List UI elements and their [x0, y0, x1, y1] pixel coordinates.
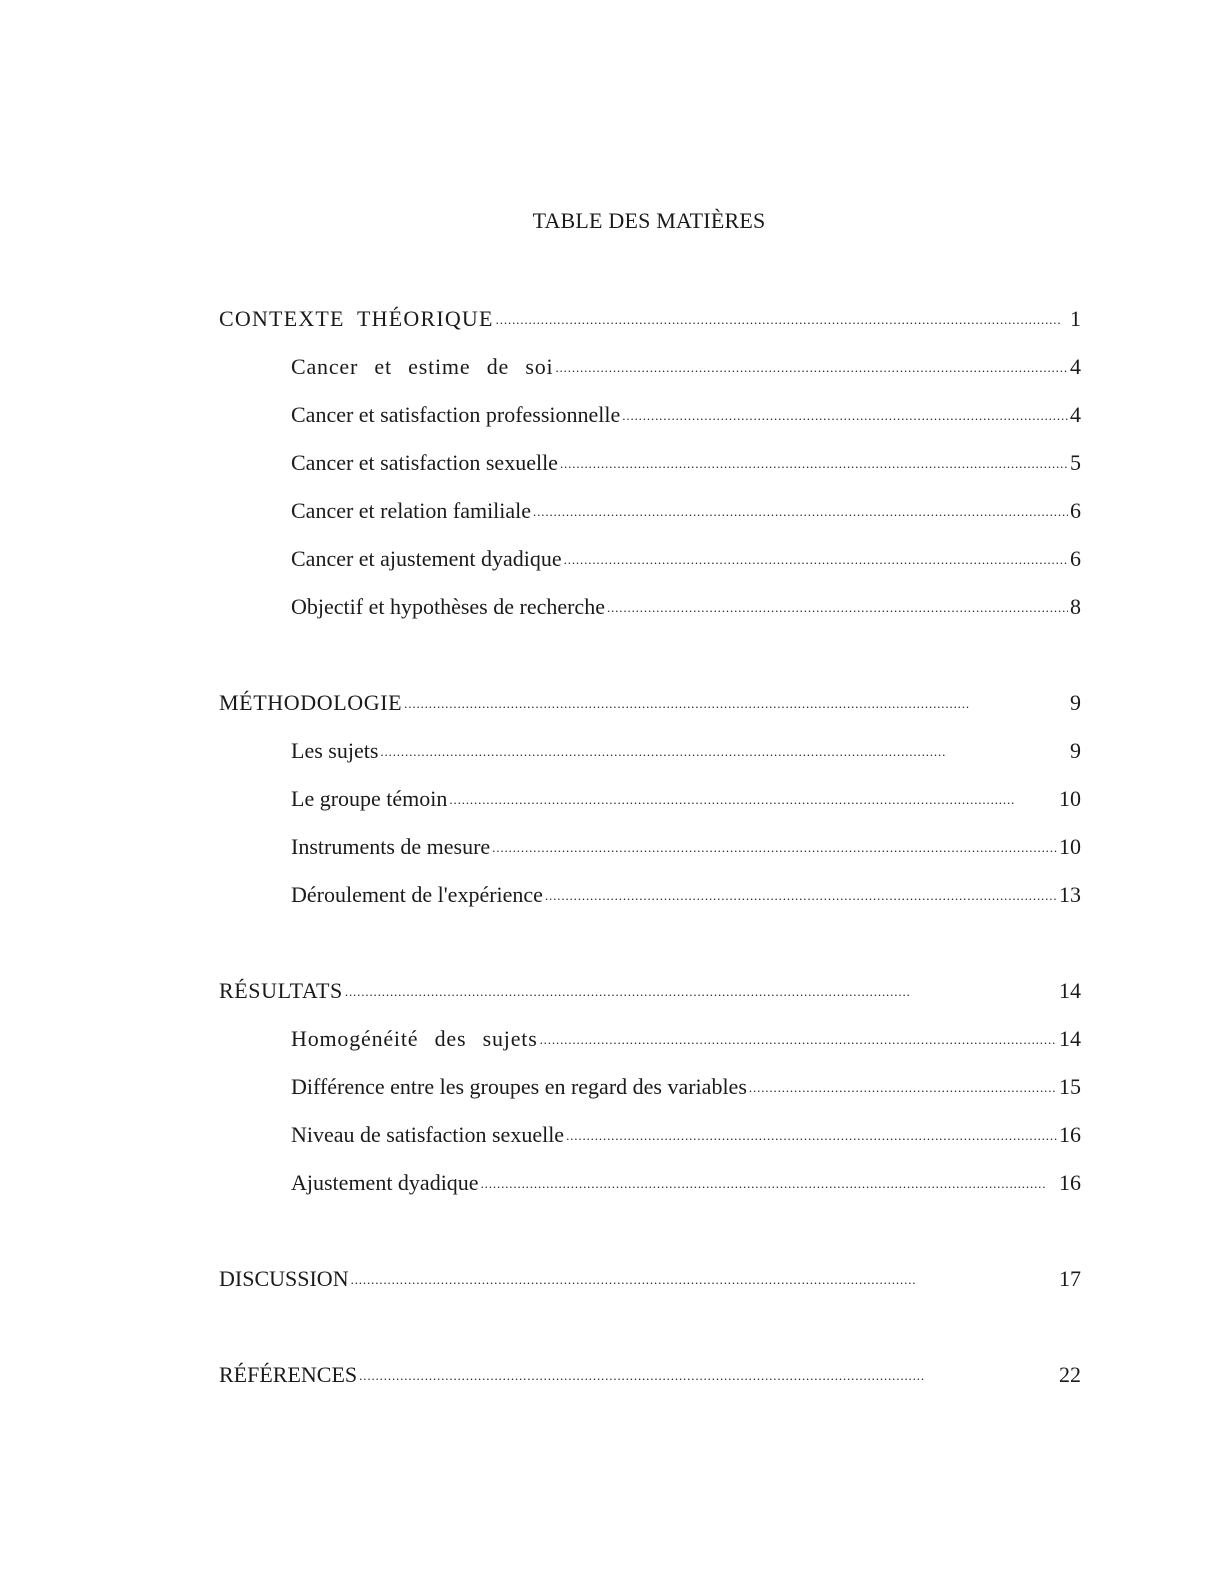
toc-section-ajustement-dyadique[interactable] [291, 1170, 1081, 1196]
toc-section-les-sujets[interactable] [291, 738, 1081, 764]
toc-dot-leader [481, 1170, 1057, 1190]
toc-section-label: Cancer et satisfaction professionnelle [291, 402, 621, 427]
toc-dot-leader [492, 834, 1057, 854]
toc-page-number: 14 [1059, 1026, 1081, 1051]
toc-section-cancer-ajustement-dyadique[interactable] [291, 546, 1081, 572]
toc-section-label: Homogénéité des sujets [291, 1026, 538, 1051]
toc-dot-leader [607, 594, 1068, 614]
toc-section-cancer-satisfaction-sexuelle[interactable] [291, 450, 1081, 476]
toc-page-number: 22 [1059, 1362, 1081, 1387]
toc-dot-leader [749, 1074, 1057, 1094]
toc-page-number: 6 [1070, 498, 1081, 523]
toc-page-number: 5 [1070, 450, 1081, 475]
toc-dot-leader [345, 978, 1057, 998]
toc-section-label: Cancer et ajustement dyadique [291, 546, 562, 571]
toc-page-number: 9 [1070, 690, 1081, 715]
toc-page-number: 16 [1059, 1170, 1081, 1195]
toc-dot-leader [533, 498, 1068, 518]
toc-page-number: 4 [1070, 402, 1081, 427]
toc-page-number: 9 [1070, 738, 1081, 763]
toc-section-instruments-de-mesure[interactable] [291, 834, 1081, 860]
toc-chapter-label: RÉSULTATS [219, 978, 343, 1003]
toc-section-label: Instruments de mesure [291, 834, 491, 859]
toc-section-label: Déroulement de l'expérience [291, 882, 543, 907]
toc-dot-leader [404, 690, 1068, 710]
toc-chapter-label: MÉTHODOLOGIE [219, 690, 403, 715]
toc-section-label: Niveau de satisfaction sexuelle [291, 1122, 565, 1147]
toc-page-number: 13 [1059, 882, 1081, 907]
toc-section-cancer-estime-de-soi[interactable] [291, 354, 1081, 380]
toc-dot-leader [449, 786, 1057, 806]
toc-section-homogeneite-des-sujets[interactable] [291, 1026, 1081, 1052]
toc-section-label: Ajustement dyadique [291, 1170, 479, 1195]
toc-section-niveau-satisfaction-sexuelle[interactable] [291, 1122, 1081, 1148]
toc-section-label: Cancer et satisfaction sexuelle [291, 450, 558, 475]
toc-page-number: 8 [1070, 594, 1081, 619]
toc-dot-leader [560, 450, 1068, 470]
toc-section-deroulement-experience[interactable] [291, 882, 1081, 908]
toc-page-number: 1 [1070, 306, 1081, 331]
toc-section-cancer-satisfaction-professionnelle[interactable] [291, 402, 1081, 428]
toc-chapter-references[interactable] [219, 1362, 1081, 1388]
toc-section-objectif-hypotheses[interactable] [291, 594, 1081, 620]
toc-dot-leader [555, 354, 1068, 374]
toc-section-difference-entre-groupes[interactable] [291, 1074, 1081, 1100]
toc-chapter-discussion[interactable] [219, 1266, 1081, 1292]
toc-chapter-methodologie[interactable] [219, 690, 1081, 716]
toc-chapter-label: DISCUSSION [219, 1266, 349, 1291]
toc-section-label: Objectif et hypothèses de recherche [291, 594, 605, 619]
toc-page-number: 4 [1070, 354, 1081, 379]
toc-dot-leader [351, 1266, 1057, 1286]
toc-dot-leader [496, 306, 1068, 326]
toc-chapter-label: CONTEXTE THÉORIQUE [219, 306, 494, 331]
toc-dot-leader [380, 738, 1068, 758]
toc-page-number: 14 [1059, 978, 1081, 1003]
toc-chapter-resultats[interactable] [219, 978, 1081, 1004]
toc-page-number: 16 [1059, 1122, 1081, 1147]
toc-section-label: Le groupe témoin [291, 786, 448, 811]
toc-dot-leader [359, 1362, 1057, 1382]
toc-dot-leader [566, 1122, 1057, 1142]
toc-section-label: Cancer et estime de soi [291, 354, 554, 379]
toc-section-cancer-relation-familiale[interactable] [291, 498, 1081, 524]
toc-dot-leader [564, 546, 1068, 566]
toc-chapter-label: RÉFÉRENCES [219, 1362, 358, 1387]
toc-page-number: 6 [1070, 546, 1081, 571]
toc-page-number: 10 [1059, 786, 1081, 811]
toc-section-label: Différence entre les groupes en regard des variables [291, 1074, 747, 1099]
toc-page-number: 15 [1059, 1074, 1081, 1099]
toc-dot-leader [540, 1026, 1057, 1046]
toc-dot-leader [622, 402, 1068, 422]
toc-page-number: 10 [1059, 834, 1081, 859]
toc-dot-leader [545, 882, 1057, 902]
toc-page-number: 17 [1059, 1266, 1081, 1291]
toc-section-groupe-temoin[interactable] [291, 786, 1081, 812]
toc-section-label: Cancer et relation familiale [291, 498, 532, 523]
toc-chapter-contexte-theorique[interactable] [219, 306, 1081, 332]
page-title: TABLE DES MATIÈRES [532, 208, 766, 233]
toc-section-label: Les sujets [291, 738, 379, 763]
